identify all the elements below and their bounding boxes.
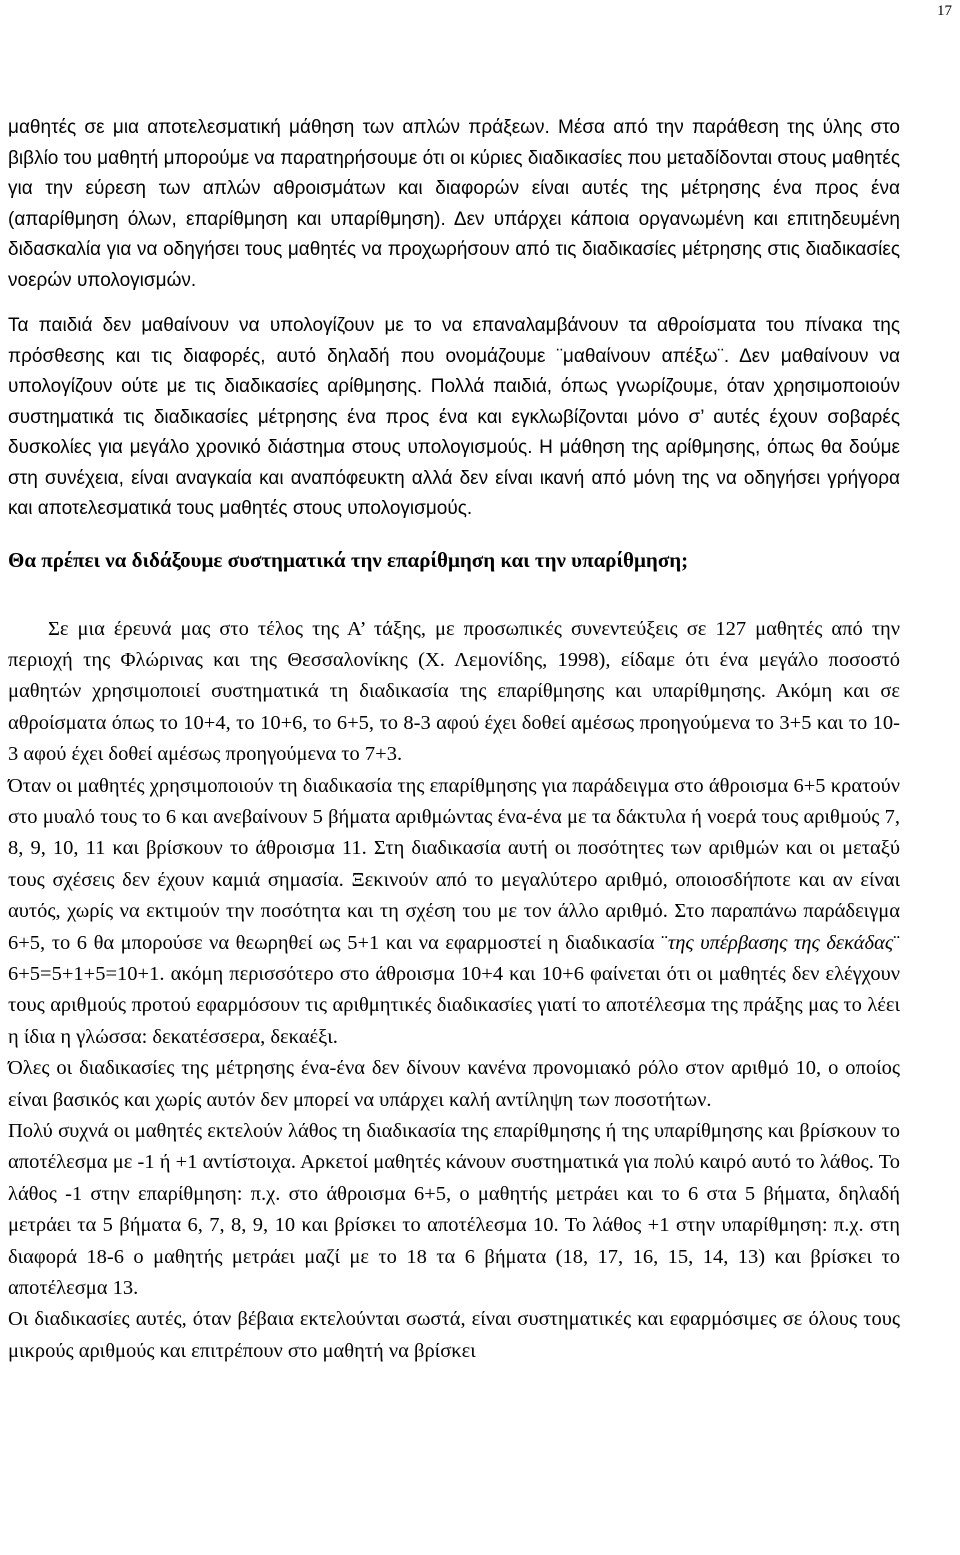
paragraph-7: Οι διαδικασίες αυτές, όταν βέβαια εκτελούνται σωστά, είναι συστηματικές και εφαρμόσιμες σε όλους τους μικρούς αριθμούς και επιτρέπουν στο μαθητή να βρίσκει (8, 1308, 900, 1362)
paragraph-4 (8, 771, 900, 1054)
paragraph-3: Σε μια έρευνά μας στο τέλος της Α’ τάξης, με προσωπικές συνεντεύξεις σε 127 μαθητές από την περιοχή της Φλώρινας και της Θεσσαλονίκης (Χ. Λεμονίδης, 1998), είδαμε ότι ένα μεγάλο ποσοστό μαθητών χρησιμοποιεί συστηματικά τη διαδικασία της επαρίθμησης και υπαρίθμησης. Ακόμη και σε αθροίσματα όπως το 10+4, το 10+6, το 6+5, το 8-3 αφού έχει δοθεί αμέσως προηγούμενα το 3+5 και το 10-3 αφού έχει δοθεί αμέσως προηγούμενα το 7+3. (8, 617, 900, 766)
page-number: 17 (937, 3, 952, 19)
section-heading: Θα πρέπει να διδάξουμε συστηματικά την επαρίθμηση και την υπαρίθμηση; (8, 547, 689, 572)
paragraph-1: μαθητές σε μια αποτελεσματική μάθηση των απλών πράξεων. Μέσα από την παράθεση της ύλης στο βιβλίο του μαθητή μπορούμε να παρατηρήσουμε ότι οι κύριες διαδικασίες που μεταδίδονται στους μαθητές για την εύρεση των απλών αθροισμάτων και διαφορών είναι αυτές της μέτρησης ένα προς ένα (απαρίθμηση όλων, επαρίθμηση και υπαρίθμηση). Δεν υπάρχει κάποια οργανωμένη και επιτηδευμένη διδασκαλία για να οδηγήσει τους μαθητές να προχωρήσουν από τις διαδικασίες μέτρησης στις διαδικασίες νοερών υπολογισμών. (8, 117, 900, 291)
paragraph-6: Πολύ συχνά οι μαθητές εκτελούν λάθος τη διαδικασία της επαρίθμησης ή της υπαρίθμησης και βρίσκουν το αποτέλεσμα με -1 ή +1 αντίστοιχα. Αρκετοί μαθητές κάνουν συστηματικά για πολύ καιρό αυτό το λάθος. Το λάθος -1 στην επαρίθμηση: π.χ. στο άθροισμα 6+5, ο μαθητής μετράει και το 6 στα 5 βήματα, δηλαδή μετράει τα 5 βήματα 6, 7, 8, 9, 10 και βρίσκει το αποτέλεσμα 10. Το λάθος +1 στην υπαρίθμηση: π.χ. στη διαφορά 18-6 ο μαθητής μετράει μαζί με το 18 τα 6 βήματα (18, 17, 16, 15, 14, 13) και βρίσκει το αποτέλεσμα 13. (8, 1120, 900, 1300)
paragraph-2: Τα παιδιά δεν μαθαίνουν να υπολογίζουν με το να επαναλαμβάνουν τα αθροίσματα του πίνακα της πρόσθεσης και τις διαφορές, αυτό δηλαδή που ονομάζουμε ¨μαθαίνουν απέξω¨. Δεν μαθαίνουν να υπολογίζουν ούτε με τις διαδικασίες αρίθμησης. Πολλά παιδιά, όπως γνωρίζουμε, όταν χρησιμοποιούν συστηματικά τις διαδικασίες μέτρησης ένα προς ένα και εγκλωβίζονται μόνο σ’ αυτές έχουν σοβαρές δυσκολίες για μεγάλο χρονικό διάστημα στους υπολογισμούς. Η μάθηση της αρίθμησης, όπως θα δούμε στη συνέχεια, είναι αναγκαία και αναπόφευκτη αλλά δεν είναι ικανή από μόνη της να οδηγήσει γρήγορα και αποτελεσματικά τους μαθητές στους υπολογισμούς. (8, 315, 900, 519)
paragraph-4-part-a: Όταν οι μαθητές χρησιμοποιούν τη διαδικασία της επαρίθμησης για παράδειγμα στο άθροισμα 6+5 κρατούν στο μυαλό τους το 6 και ανεβαίνουν 5 βήματα αριθμώντας ένα-ένα με τα δάκτυλα ή νοερά τους αριθμούς 7, 8, 9, 10, 11 και βρίσκουν το άθροισμα 11. Στη διαδικασία αυτή οι ποσότητες των αριθμών και οι μεταξύ τους σχέσεις δεν έχουν καμιά σημασία. Ξεκινούν από το μεγαλύτερο αριθμό, οποιοσδήποτε και αν είναι αυτός, χωρίς να εκτιμούν την ποσότητα και τη σχέση του με τον άλλο αριθμό. Στο παραπάνω παράδειγμα 6+5, το 6 θα μπορούσε να θεωρηθεί ως 5+1 και να εφαρμοστεί η διαδικασία ¨ (8, 774, 900, 954)
paragraph-4-italic-term: της υπέρβασης της δεκάδας (667, 931, 894, 954)
paragraph-4-part-b: ¨ 6+5=5+1+5=10+1. ακόμη περισσότερο στο άθροισμα 10+4 και 10+6 φαίνεται ότι οι μαθητές δεν ελέγχουν τους αριθμούς προτού εφαρμόσουν τις αριθμητικές διαδικασίες γιατί το αποτέλεσμα της πράξης μας το λέει η ίδια η γλώσσα: δεκατέσσερα, δεκαέξι. (8, 931, 900, 1048)
paragraph-5: Όλες οι διαδικασίες της μέτρησης ένα-ένα δεν δίνουν κανένα προνομιακό ρόλο στον αριθμό 10, ο οποίος είναι βασικός και χωρίς αυτόν δεν μπορεί να υπάρχει καλή αντίληψη των ποσοτήτων. (8, 1057, 900, 1111)
document-body (8, 113, 900, 1367)
